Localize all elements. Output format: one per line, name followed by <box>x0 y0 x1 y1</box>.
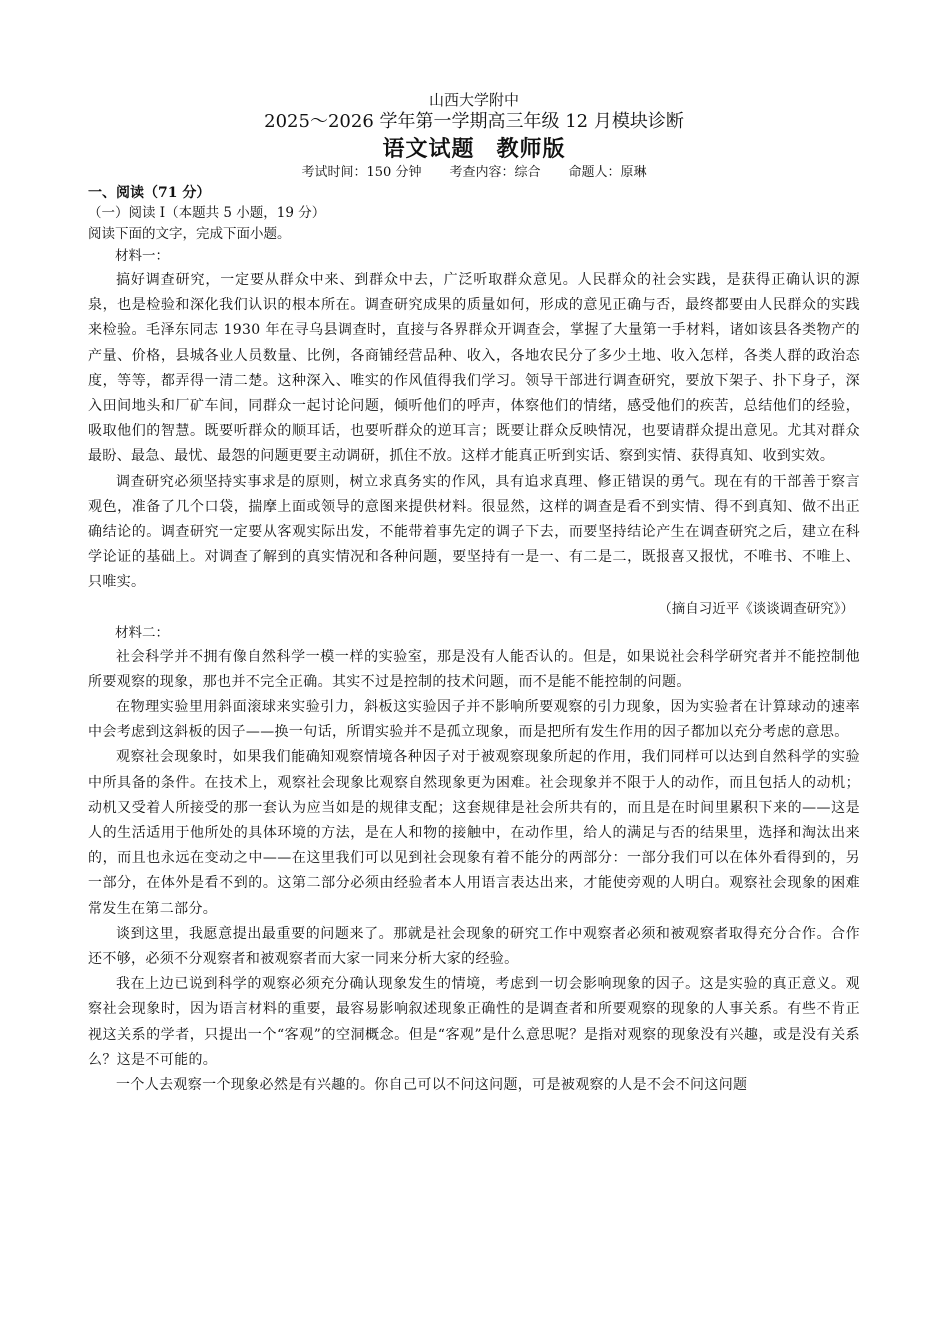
exam-page <box>88 88 860 1098</box>
material-1-paragraph: 搞好调查研究，一定要从群众中来、到群众中去，广泛听取群众意见。人民群众的社会实践，是获得正确认识的源泉，也是检验和深化我们认识的根本所在。调查研究成果的质量如何，形成的意见正确与否，最终都要由人民群众的实践来检验。毛泽东同志 1930 年在寻乌县调查时，直接与各界群众开调查会，掌握了大量第一手材料，诸如该县各类物产的产量、价格，县城各业人员数量、比例，各商铺经营品种、收入，各地农民分了多少土地、收入怎样，各类人群的政治态度，等等，都弄得一清二楚。这种深入、唯实的作风值得我们学习。领导干部进行调查研究，要放下架子、扑下身子，深入田间地头和厂矿车间，同群众一起讨论问题，倾听他们的呼声，体察他们的情绪，感受他们的疾苦，总结他们的经验，吸取他们的智慧。既要听群众的顺耳话，也要听群众的逆耳言；既要让群众反映情况，也要请群众提出意见。尤其对群众最盼、最急、最忧、最怨的问题更要主动调研，抓住不放。这样才能真正听到实话、察到实情、获得真知、收到实效。 <box>88 272 860 465</box>
exam-author: 命题人：原琳 <box>568 165 647 180</box>
material-2-label: 材料二： <box>115 624 169 641</box>
subsection-heading: （一）阅读 I（本题共 5 小题，19 分） <box>88 205 326 221</box>
exam-info <box>88 164 860 182</box>
material-2-paragraph: 在物理实验里用斜面滚球来实验引力，斜板这实验因子并不影响所要观察的引力现象，因为实验者在计算球动的速率中会考虑到这斜板的因子——换一句话，所谓实验并不是孤立现象，而是把所有发生作用的因子都加以充分考虑的意思。 <box>88 699 860 741</box>
material-1-paragraph: 调查研究必须坚持实事求是的原则，树立求真务实的作风，具有追求真理、修正错误的勇气。现在有的干部善于察言观色，准备了几个口袋，揣摩上面或领导的意图来提供材料。很显然，这样的调查是看不到实情、得不到真知、做不出正确结论的。调查研究一定要从客观实际出发，不能带着事先定的调子下去，而要坚持结论产生在调查研究之后，建立在科学论证的基础上。对调查了解到的真实情况和各种问题，要坚持有一是一、有二是二，既报喜又报忧，不唯书、不唯上、只唯实。 <box>88 473 860 591</box>
material-2-paragraph: 我在上边已说到科学的观察必须充分确认现象发生的情境，考虑到一切会影响现象的因子。这是实验的真正意义。观察社会现象时，因为语言材料的重要，最容易影响叙述现象正确性的是调查者和所要观察的现象的人事关系。有些不肯正视这关系的学者，只提出一个“客观”的空洞概念。但是“客观”是什么意思呢？是指对观察的现象没有兴趣，或是没有关系么？这是不可能的。 <box>88 976 860 1068</box>
exam-subtitle: 2025～2026 学年第一学期高三年级 12 月模块诊断 <box>264 111 684 132</box>
exam-content: 考查内容：综合 <box>449 165 541 180</box>
title-main: 语文试题 <box>382 136 475 162</box>
exam-time: 考试时间：150 分钟 <box>301 165 422 180</box>
material-1-source: （摘自习近平《谈谈调查研究》） <box>658 600 854 617</box>
material-2-paragraph: 谈到这里，我愿意提出最重要的问题来了。那就是社会现象的研究工作中观察者必须和被观察者取得充分合作。合作还不够，必须不分观察者和被观察者而大家一同来分析大家的经验。 <box>88 925 860 968</box>
reading-instruction: 阅读下面的文字，完成下面小题。 <box>88 226 291 242</box>
material-2-paragraph: 社会科学并不拥有像自然科学一模一样的实验室，那是没有人能否认的。但是，如果说社会科学研究者并不能控制他所要观察的现象，那也并不完全正确。其实不过是控制的技术问题，而不是能不能控制的问题。 <box>88 648 860 690</box>
material-2-paragraph: 一个人去观察一个现象必然是有兴趣的。你自己可以不问这问题，可是被观察的人是不会不问这问题 <box>116 1077 748 1094</box>
material-1-label: 材料一： <box>115 248 169 264</box>
school-name: 山西大学附中 <box>428 91 519 109</box>
exam-title <box>88 134 860 164</box>
section-heading: 一、阅读（71 分） <box>88 185 211 201</box>
title-version: 教师版 <box>496 136 566 162</box>
material-2-paragraph: 观察社会现象时，如果我们能确知观察情境各种因子对于被观察现象所起的作用，我们同样可以达到自然科学的实验中所具备的条件。在技术上，观察社会现象比观察自然现象更为困难。社会现象并不限于人的动作，而且包括人的动机；动机又受着人所接受的那一套认为应当如是的规律支配；这套规律是社会所共有的，而且是在时间里累积下来的——这是人的生活适用于他所处的具体环境的方法，是在人和物的接触中，在动作里，给人的满足与否的结果里，选择和淘汰出来的，而且也永远在变动之中——在这里我们可以见到社会现象有着不能分的两部分：一部分我们可以在体外看得到的，另一部分，在体外是看不到的。这第二部分必须由经验者本人用语言表达出来，才能使旁观的人明白。观察社会现象的困难常发生在第二部分。 <box>88 749 860 917</box>
